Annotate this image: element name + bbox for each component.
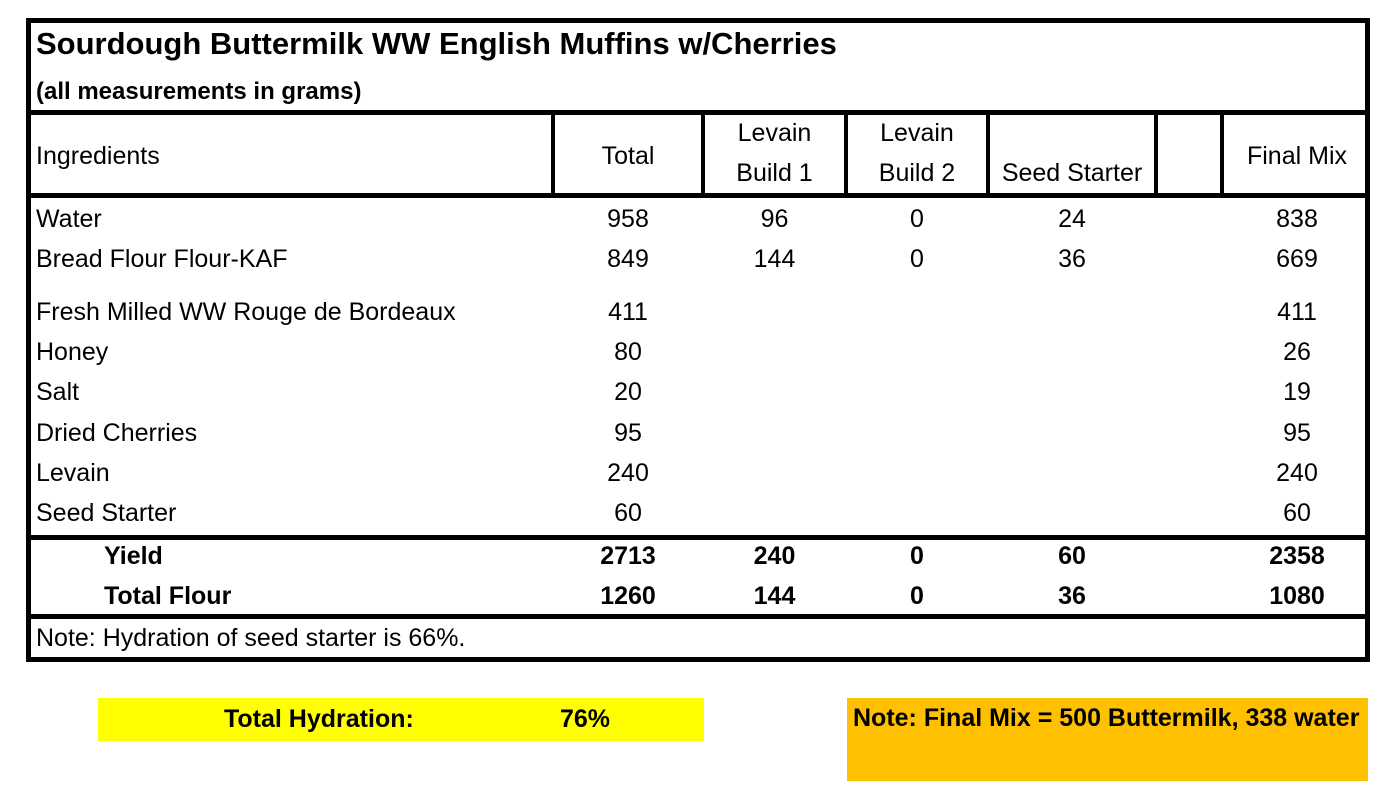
ingredient-name: Water (36, 205, 102, 233)
header-seed-starter: Seed Starter (1001, 159, 1143, 187)
recipe-sheet (26, 18, 1370, 662)
ingredient-name: Salt (36, 378, 80, 406)
divider-header (26, 193, 1370, 198)
cell-seed: 60 (1058, 542, 1086, 570)
header-final-mix: Final Mix (1246, 142, 1347, 170)
cell-total: 411 (608, 298, 648, 326)
cell-seed: 36 (1058, 245, 1086, 273)
cell-levain-2: 0 (910, 542, 924, 570)
cell-total: 1260 (600, 582, 656, 610)
cell-final: 669 (1276, 245, 1318, 273)
cell-levain-2: 0 (910, 245, 924, 273)
final-mix-note: Note: Final Mix = 500 Buttermilk, 338 water (847, 698, 1368, 781)
cell-total: 95 (614, 419, 642, 447)
cell-levain-1: 144 (753, 245, 796, 273)
ingredient-name: Honey (36, 338, 109, 366)
cell-total: 240 (607, 459, 649, 487)
cell-levain-1: 144 (753, 582, 796, 610)
header-ingredients: Ingredients (36, 142, 160, 170)
cell-total: 20 (614, 378, 642, 406)
ingredient-name: Bread Flour Flour-KAF (36, 245, 288, 273)
ingredient-name: Seed Starter (36, 499, 177, 527)
header-sep-5 (1154, 115, 1158, 193)
total-hydration-label: Total Hydration: (224, 705, 414, 733)
cell-total: 2713 (600, 542, 656, 570)
cell-total: 958 (607, 205, 649, 233)
page-subtitle: (all measurements in grams) (36, 78, 362, 105)
totals-label: Total Flour (104, 582, 232, 610)
header-levain-build-2: Levain Build 2 (878, 119, 956, 187)
cell-total: 849 (607, 245, 649, 273)
total-hydration-box (98, 698, 704, 741)
cell-levain-2: 0 (910, 582, 924, 610)
cell-final: 60 (1283, 499, 1311, 527)
cell-seed: 36 (1058, 582, 1086, 610)
cell-final: 19 (1283, 378, 1311, 406)
cell-levain-1: 96 (760, 205, 789, 233)
totals-label: Yield (104, 542, 163, 570)
total-hydration-value: 76% (560, 705, 611, 733)
header-levain-build-1: Levain Build 1 (736, 119, 813, 187)
header-total: Total (601, 142, 655, 170)
page-title: Sourdough Buttermilk WW English Muffins w/Cherries (36, 26, 837, 61)
divider-title (26, 110, 1370, 115)
cell-final: 2358 (1269, 542, 1325, 570)
cell-final: 838 (1276, 205, 1318, 233)
cell-final: 95 (1283, 419, 1311, 447)
cell-total: 80 (614, 338, 642, 366)
ingredient-name: Fresh Milled WW Rouge de Bordeaux (36, 298, 456, 326)
cell-final: 26 (1283, 338, 1311, 366)
cell-seed: 24 (1058, 205, 1086, 233)
cell-levain-2: 0 (910, 205, 924, 233)
hydration-note: Note: Hydration of seed starter is 66%. (36, 624, 466, 652)
cell-levain-1: 240 (753, 542, 796, 570)
ingredient-name: Dried Cherries (36, 419, 198, 447)
ingredient-name: Levain (36, 459, 110, 487)
cell-final: 411 (1277, 298, 1317, 326)
cell-final: 1080 (1269, 582, 1325, 610)
cell-final: 240 (1276, 459, 1318, 487)
cell-total: 60 (614, 499, 642, 527)
